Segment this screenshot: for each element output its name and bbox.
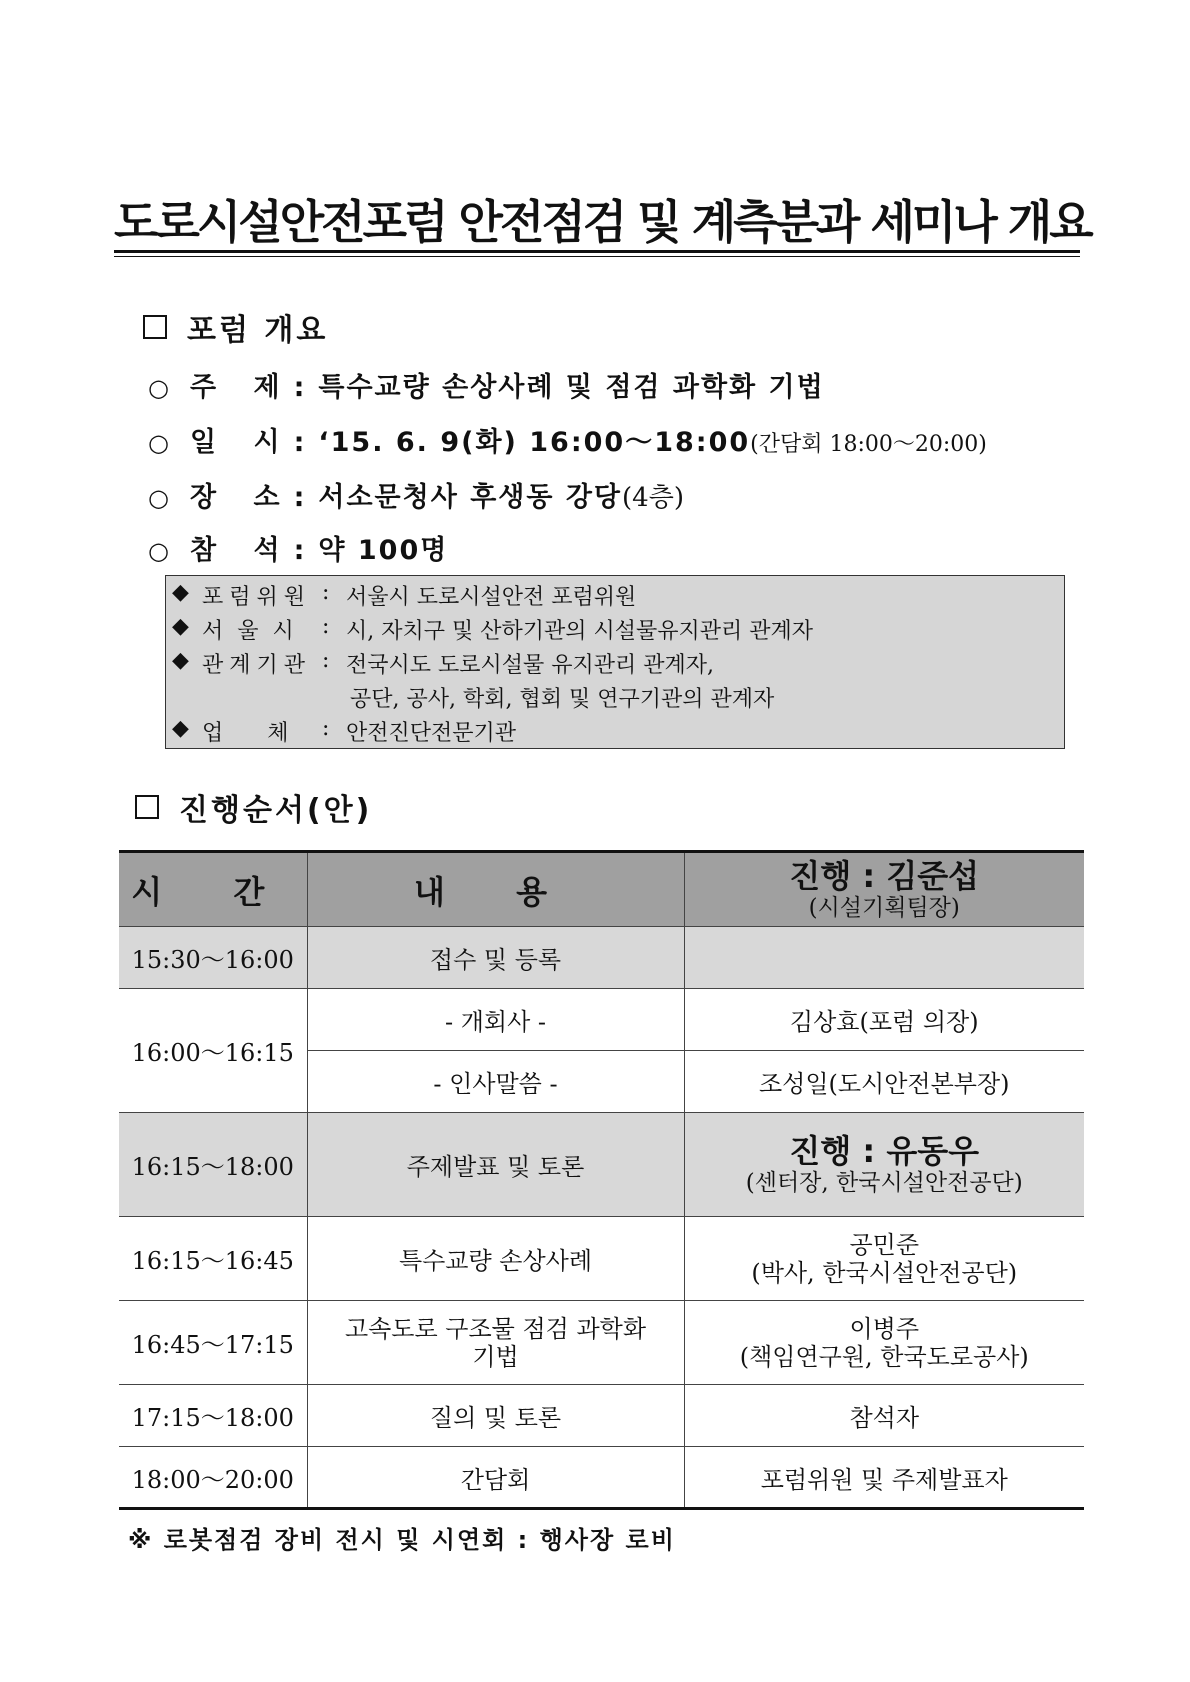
item-colon: : [293, 372, 305, 403]
row-speaker [684, 927, 1084, 989]
session-host-name: 진행 : 유동우 [789, 1131, 980, 1170]
overview-item-attendance [148, 528, 448, 567]
section-heading-program-text: 진행순서(안) [179, 793, 373, 828]
overview-item-topic [148, 365, 825, 404]
item-colon: : [293, 427, 305, 458]
row-time: 18:00～20:00 [119, 1447, 307, 1509]
diamond-bullet-icon: ◆ [172, 648, 189, 673]
row-time: 16:00～16:15 [119, 989, 307, 1113]
row-time: 16:15～16:45 [119, 1217, 307, 1301]
row-time: 16:45～17:15 [119, 1301, 307, 1385]
row-speaker: 참석자 [684, 1385, 1084, 1447]
speaker-name: 이병주 [849, 1314, 920, 1343]
row-content: - 개회사 - [307, 989, 684, 1051]
row-speaker: 조성일(도시안전본부장) [684, 1051, 1084, 1113]
item-label: 주 제 [190, 372, 294, 403]
attendee-colon: : [322, 716, 330, 741]
attendee-label: 포럼위원 [202, 585, 312, 610]
diamond-bullet-icon: ◆ [172, 580, 189, 605]
schedule-table [119, 850, 1084, 1510]
overview-item-datetime [148, 420, 987, 459]
row-time: 15:30～16:00 [119, 927, 307, 989]
overview-item-place [148, 475, 684, 514]
title-underline [114, 250, 1080, 253]
square-bullet-icon [143, 315, 167, 339]
section-heading-overview-text: 포럼 개요 [187, 313, 329, 348]
header-host [684, 852, 1084, 927]
row-speaker: 김상효(포럼 의장) [684, 989, 1084, 1051]
content-line-2: 기법 [472, 1342, 519, 1371]
row-speaker [684, 1301, 1084, 1385]
attendee-label: 관계기관 [202, 653, 312, 678]
item-value: ‘15. 6. 9(화) 16:00～18:00 [318, 427, 751, 458]
attendee-text: 전국시도 도로시설물 유지관리 관계자, [346, 653, 715, 678]
attendee-colon: : [322, 648, 330, 673]
speaker-name: 공민준 [849, 1230, 920, 1259]
header-host-sub: (시설기획팀장) [808, 894, 960, 921]
item-colon: : [293, 482, 305, 513]
table-row [119, 1385, 1084, 1447]
header-host-name: 진행 : 김준섭 [789, 856, 980, 895]
item-note: (4층) [622, 483, 684, 513]
row-content: 질의 및 토론 [307, 1385, 684, 1447]
table-row [119, 927, 1084, 989]
attendee-text: 서울시 도로시설안전 포럼위원 [346, 585, 637, 610]
content-line: 고속도로 구조물 점검 과학화 [344, 1314, 647, 1343]
diamond-bullet-icon: ◆ [172, 716, 189, 741]
header-time: 시 간 [119, 852, 307, 927]
row-time: 16:15～18:00 [119, 1113, 307, 1217]
speaker-affiliation: (박사, 한국시설안전공단) [751, 1258, 1018, 1287]
attendee-text: 안전진단전문기관 [346, 721, 517, 746]
title-underline-thin [114, 256, 1080, 257]
item-value: 특수교량 손상사례 및 점검 과학화 기법 [318, 372, 825, 403]
row-content: 접수 및 등록 [307, 927, 684, 989]
speaker-affiliation: (책임연구원, 한국도로공사) [739, 1342, 1029, 1371]
table-row [119, 989, 1084, 1051]
row-time: 17:15～18:00 [119, 1385, 307, 1447]
attendee-label: 서울시 [202, 619, 308, 644]
circle-bullet-icon: ○ [148, 484, 169, 512]
attendee-box [165, 575, 1065, 749]
attendee-row [172, 648, 714, 679]
circle-bullet-icon: ○ [148, 537, 169, 565]
diamond-bullet-icon: ◆ [172, 614, 189, 639]
row-content [307, 1301, 684, 1385]
row-speaker: 포럼위원 및 주제발표자 [684, 1447, 1084, 1509]
attendee-text: 시, 자치구 및 산하기관의 시설물유지관리 관계자 [346, 619, 814, 644]
row-speaker [684, 1113, 1084, 1217]
attendee-label: 업 체 [202, 721, 299, 746]
row-content: - 인사말씀 - [307, 1051, 684, 1113]
row-speaker [684, 1217, 1084, 1301]
circle-bullet-icon: ○ [148, 374, 169, 402]
attendee-row [172, 580, 636, 611]
table-row [119, 1217, 1084, 1301]
table-row [119, 1301, 1084, 1385]
row-content: 주제발표 및 토론 [307, 1113, 684, 1217]
item-label: 장 소 [190, 482, 294, 513]
circle-bullet-icon: ○ [148, 429, 169, 457]
item-value: 서소문청사 후생동 강당 [318, 482, 623, 513]
attendee-colon: : [322, 580, 330, 605]
row-content: 특수교량 손상사례 [307, 1217, 684, 1301]
item-label: 일 시 [190, 427, 294, 458]
attendee-text-continued: 공단, 공사, 학회, 협회 및 연구기관의 관계자 [350, 687, 775, 712]
attendee-row [172, 614, 813, 645]
table-row [119, 1447, 1084, 1509]
table-row [119, 1113, 1084, 1217]
table-header-row [119, 852, 1084, 927]
square-bullet-icon [135, 795, 159, 819]
item-note: (간담회 18:00～20:00) [750, 432, 987, 457]
attendee-colon: : [322, 614, 330, 639]
attendee-row [172, 716, 516, 747]
section-heading-overview [143, 305, 328, 349]
page-title: 도로시설안전포럼 안전점검 및 계측분과 세미나 개요 [114, 195, 1091, 249]
footnote: ※ 로봇점검 장비 전시 및 시연회 : 행사장 로비 [128, 1526, 676, 1554]
item-value: 약 100명 [318, 535, 449, 566]
session-host-sub: (센터장, 한국시설안전공단) [745, 1169, 1023, 1196]
section-heading-program [135, 785, 372, 829]
row-content: 간담회 [307, 1447, 684, 1509]
header-content: 내 용 [307, 852, 684, 927]
item-colon: : [293, 535, 305, 566]
item-label: 참 석 [190, 535, 294, 566]
